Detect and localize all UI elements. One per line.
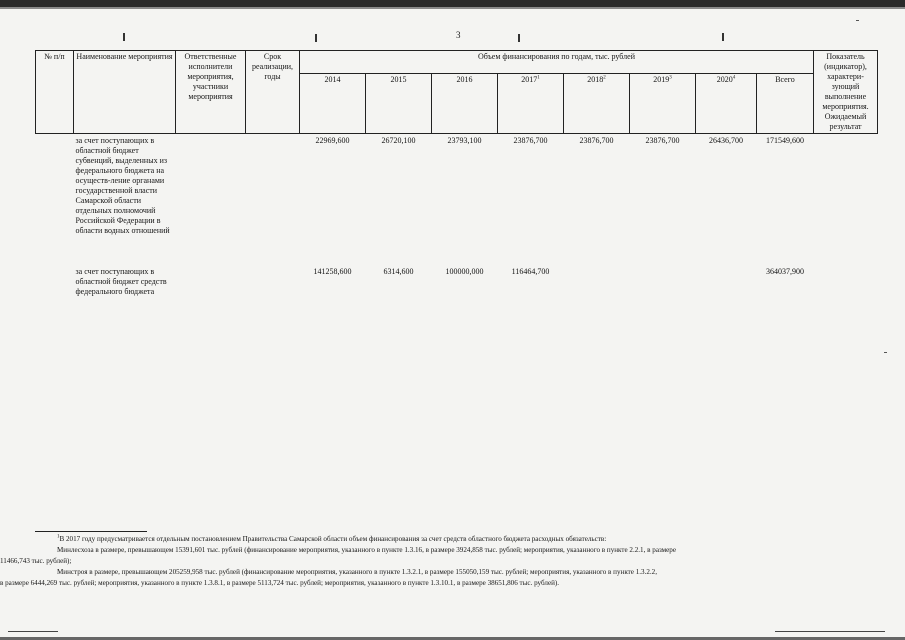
header-volume: Объем финансирования по годам, тыс. рублей <box>300 51 814 74</box>
header-total: Всего <box>757 74 814 134</box>
cell-indicator <box>814 134 878 266</box>
value-cell <box>630 265 696 313</box>
value-cell: 6314,600 <box>383 267 414 276</box>
table-row <box>36 134 878 266</box>
footnote-separator <box>35 531 147 532</box>
scan-speck <box>856 20 859 21</box>
scan-mark <box>722 33 724 41</box>
value-cell <box>564 265 630 313</box>
header-year: 2014 <box>300 74 366 134</box>
cell-num <box>36 134 74 266</box>
header-name: Наименование мероприятия <box>74 51 176 134</box>
value-cell: 26436,700 <box>709 136 743 145</box>
footnote-1: $^1$В 2017 году предусматривается отдельным постановлением Правительства Самарской области объем финансирования за счет средств областного бюджета расходных обязательств: <box>57 534 607 543</box>
scan-edge-top <box>0 0 905 7</box>
footnote-minstroy-cont: в размере 6444,269 тыс. рублей; мероприятия, указанного в пункте 1.3.8.1, в размере 5113,724 тыс. рублей; мероприятия, указанного в пункте 1.3.10.1, в размере 38651,806 тыс. рублей). <box>0 579 560 587</box>
footnote-minleshoz-cont: 11466,743 тыс. рублей); <box>0 557 72 565</box>
value-cell: 22969,600 <box>315 136 350 145</box>
header-year: 2017$^1$ <box>498 74 564 134</box>
value-cell <box>696 265 757 313</box>
header-year: 2019$^3$ <box>630 74 696 134</box>
cell-indicator <box>814 265 878 313</box>
footnotes <box>0 531 885 589</box>
scan-mark <box>518 34 520 42</box>
scan-edge-top-shadow <box>0 7 905 9</box>
value-cell: 23876,700 <box>645 136 680 145</box>
value-cell: 26720,100 <box>381 136 416 145</box>
header-year: 2020$^4$ <box>696 74 757 134</box>
scan-mark <box>123 33 125 41</box>
financing-table <box>35 50 878 313</box>
cell-executors <box>176 265 246 313</box>
header-term: Срок реализации, годы <box>246 51 300 134</box>
header-year: 2016 <box>432 74 498 134</box>
header-indicator: Показатель (индикатор), характери-зующий выполнение мероприятия. Ожидаемый результат <box>814 51 878 134</box>
value-cell: 23793,100 <box>447 136 482 145</box>
value-cell: 23876,700 <box>513 136 548 145</box>
row-description: за счет поступающих в областной бюджет средств федерального бюджета <box>75 267 167 296</box>
footnote-minstroy: Минстроя в размере, превышающем 205259,958 тыс. рублей (финансирование мероприятия, указанного в пункте 1.3.2.1, в размере 155050,159 тыс. рублей; мероприятия, указанного в пункте 1.3.2.2, <box>57 568 657 576</box>
header-row <box>36 51 878 74</box>
scan-speck <box>884 352 887 353</box>
value-cell: 116464,700 <box>511 267 550 276</box>
table-row <box>36 265 878 313</box>
cell-term <box>246 265 300 313</box>
cell-term <box>246 134 300 266</box>
scan-mark <box>775 631 885 632</box>
header-num: № п/п <box>36 51 74 134</box>
total-cell: 364037,900 <box>766 267 804 276</box>
row-description: за счет поступающих в областной бюджет субвенций, выделенных из федерального бюджета на осуществ-ление органами государственной власти Самарской области отдельных полномочий Российской Федерации в области водных отношений <box>75 136 170 235</box>
cell-num <box>36 265 74 313</box>
value-cell: 23876,700 <box>579 136 614 145</box>
header-year: 2015 <box>366 74 432 134</box>
header-year: 2018$^2$ <box>564 74 630 134</box>
footnote-minleshoz: Минлесхоза в размере, превышающем 15391,601 тыс. рублей (финансирование мероприятия, указанного в пункте 1.3.16, в размере 3924,858 тыс. рублей; мероприятия, указанного в пункте 2.2.1, в размере <box>57 546 677 554</box>
header-executors: Ответственные исполнители мероприятия, участники мероприятия <box>176 51 246 134</box>
cell-executors <box>176 134 246 266</box>
value-cell: 141258,600 <box>313 267 352 276</box>
scan-mark <box>315 34 317 42</box>
scan-mark <box>8 631 58 632</box>
total-cell: 171549,600 <box>766 136 804 145</box>
page-number: 3 <box>456 30 461 40</box>
value-cell: 100000,000 <box>445 267 484 276</box>
